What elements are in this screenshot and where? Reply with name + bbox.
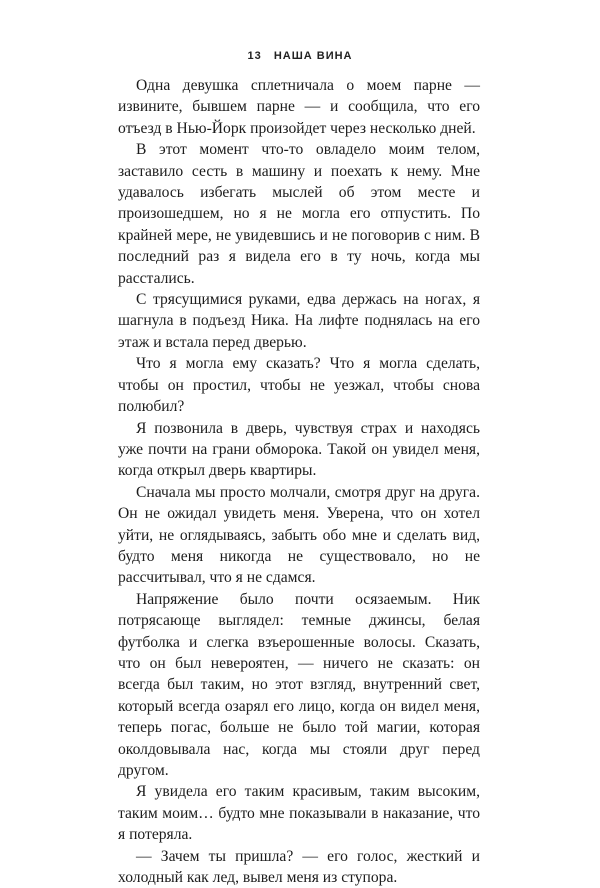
body-text — [118, 75, 480, 888]
running-head — [0, 50, 600, 62]
paragraph-4: Что я могла ему сказать? Что я могла сделать, чтобы он простил, чтобы не уезжал, чтобы снова полюбил? — [118, 355, 480, 416]
paragraph-2: В этот момент что-то овладело моим телом, заставило сесть в машину и поехать к нему. Мне удавалось избегать мыслей об этом месте и произошедшем, но я не могла его отпустить. По крайней мере, не увидевшись и не поговорив с ним. В последний раз я видела его в ту ночь, когда мы расстались. — [118, 141, 480, 287]
paragraph-8: Я увидела его таким красивым, таким высоким, таким моим… будто мне показывали в наказание, что я потеряла. — [118, 783, 480, 844]
book-title: НАША ВИНА — [273, 50, 353, 62]
page-number: 13 — [247, 50, 262, 62]
paragraph-1: Одна девушка сплетничала о моем парне — извините, бывшем парне — и сообщила, что его отъезд в Нью-Йорк произойдет через несколько дней. — [118, 77, 480, 137]
paragraph-7: Напряжение было почти осязаемым. Ник потрясающе выглядел: темные джинсы, белая футболка и слегка взъерошенные волосы. Сказать, что он был невероятен, — ничего не сказать: он всегда был таким, но этот взгляд, внутренний свет, который всегда озарял его лицо, когда он видел меня, теперь погас, больше не было той магии, которая околдовывала нас, когда мы стояли друг перед другом. — [118, 590, 480, 779]
paragraph-6: Сначала мы просто молчали, смотря друг на друга. Он не ожидал увидеть меня. Уверена, что он хотел уйти, не оглядываясь, забыть обо мне и сделать вид, будто меня никогда не существовало, но не рассчитывал, что я не сдамся. — [118, 483, 480, 587]
paragraph-5: Я позвонила в дверь, чувствуя страх и находясь уже почти на грани обморока. Такой он увидел меня, когда открыл дверь квартиры. — [118, 419, 480, 480]
paragraph-9: — Зачем ты пришла? — его голос, жесткий и холодный как лед, вывел меня из ступора. — [118, 847, 480, 887]
paragraph-3: С трясущимися руками, едва держась на ногах, я шагнула в подъезд Ника. На лифте поднялась на его этаж и встала перед дверью. — [118, 291, 480, 351]
